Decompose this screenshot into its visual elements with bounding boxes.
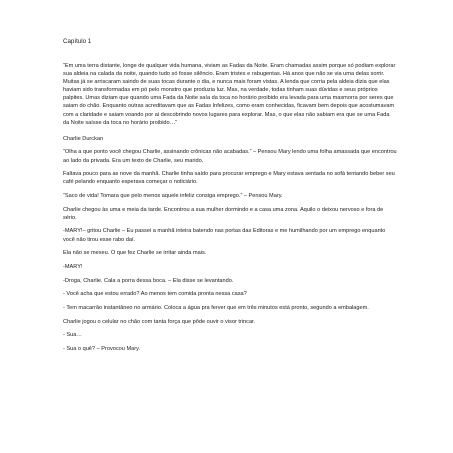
paragraph-15: - Sua o quê? – Provocou Mary. xyxy=(63,346,141,353)
chapter-title: Capítulo 1 xyxy=(63,38,92,45)
paragraph-14: - Sua… xyxy=(63,332,82,339)
paragraph-6: Charlie chegou às uma e meia da tarde. Encontrou a sua mulher dormindo e a casa uma zona. Aquilo o deixou nervoso e fora de sério. xyxy=(63,206,384,221)
paragraph-10: -Droga, Charlie. Cala a porra dessa boca. – Ela disse se levantando. xyxy=(63,277,234,284)
document-page xyxy=(63,38,397,359)
paragraph-7: -MARY!– gritou Charlie – Eu passei a manhã inteira batendo nas portas das Editoras e me humilhando por um emprego enquanto você não tirou esse rabo daí. xyxy=(63,228,386,243)
paragraph-13: Charlie jogou o celular no chão com tanta força que pôde ouvir o visor trincar. xyxy=(63,318,256,325)
paragraph-2: Charlie Durckan xyxy=(63,135,104,142)
paragraph-4: Faltava pouco para as nove da manhã. Charlie tinha saído para procurar emprego e Mary estava sentada no sofá tentando beber seu café pelando enquanto esperava começar o noticiário. xyxy=(63,171,395,186)
paragraph-3: “Olha a que ponto você chegou Charlie, assinando crônicas não acabadas.” – Pensou Mary lendo uma folha amassada que encontrou ao lado da privada. Era um texto de Charlie, seu marido. xyxy=(63,149,397,164)
paragraph-11: - Você acha que estou errado? Ao menos tem comida pronta nessa casa? xyxy=(63,291,247,298)
paragraph-8: Ela não se mexeu. O que fez Charlie se irritar ainda mais. xyxy=(63,250,207,257)
paragraph-9: -MARY! xyxy=(63,263,83,270)
paragraph-1: “Em uma terra distante, longe de qualquer vida humana, viviam as Fadas da Noite. Eram chamadas assim porque só podiam explorar sua aldeia na calada da noite, quando tudo só fosse silêncio. Eram tristes e rabugentas. Há anos que não se via uma delas sorrir. Muitas já se arriscaram saindo de suas tocas durante o dia, e nunca mais foram vistas. A lenda que corria pela aldeia dizia que elas haviam sido transformadas em pó pelo monstro que produzia luz. Mas, na verdade, todas tinham suas dúvidas e seus próprios palpites. Umas diziam que quando uma Fada da Noite saía da toca no horário proibido era levada para uma masmorra por seres que saiam do chão. Enquanto outras acreditavam que as Fadas Infelizes, como eram conhecidas, ficavam bem depois que acostumavam com a claridade e saiam voando por ai descobrindo novos lugares para explorar. Mas, o que elas não sabiam era que se uma Fada da Noite saísse da toca no horário proibido…” xyxy=(63,63,396,126)
paragraph-5: “Saco de vida! Tomara que pelo menos aquele infeliz consiga emprego.” – Pensou Mary. xyxy=(63,193,283,199)
paragraph-12: - Tem macarrão instantâneo no armário. Coloca a água pra ferver que em três minutos está pronto, segundo a embalagem. xyxy=(63,305,369,311)
